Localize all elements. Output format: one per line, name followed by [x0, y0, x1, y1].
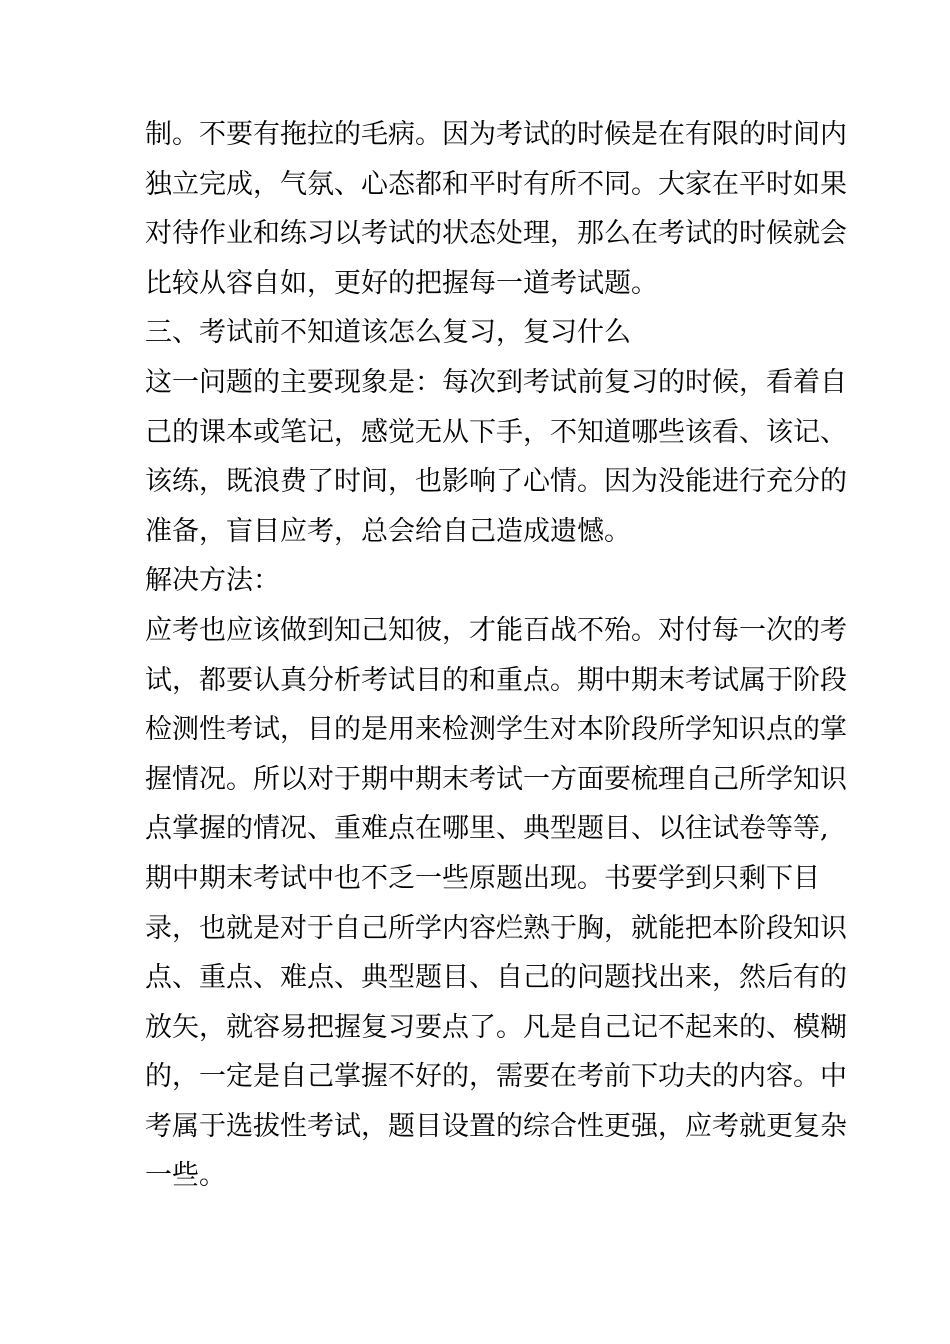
- text-line: 独立完成，气氛、心态都和平时有所不同。大家在平时如果: [145, 168, 847, 200]
- text-line: 的，一定是自己掌握不好的，需要在考前下功夫的内容。中: [145, 1061, 847, 1093]
- text-line: 己的课本或笔记，感觉无从下手，不知道哪些该看、该记、: [145, 416, 847, 448]
- text-line: 这一问题的主要现象是：每次到考试前复习的时候，看着自: [145, 366, 847, 398]
- text-line: 该练，既浪费了时间，也影响了心情。因为没能进行充分的: [145, 466, 847, 498]
- text-line: 检测性考试，目的是用来检测学生对本阶段所学知识点的掌: [145, 714, 847, 746]
- text-line: 应考也应该做到知己知彼，才能百战不殆。对付每一次的考: [145, 614, 847, 646]
- text-line: 比较从容自如，更好的把握每一道考试题。: [145, 267, 658, 299]
- text-line: 放矢，就容易把握复习要点了。凡是自己记不起来的、模糊: [145, 1011, 847, 1043]
- text-line: 一些。: [145, 1160, 226, 1192]
- text-line: 准备，盲目应考，总会给自己造成遗憾。: [145, 515, 631, 547]
- text-line: 握情况。所以对于期中期末考试一方面要梳理自己所学知识: [145, 763, 847, 795]
- body-text: [145, 110, 845, 1201]
- text-line: 对待作业和练习以考试的状态处理，那么在考试的时候就会: [145, 218, 847, 250]
- text-line: 录，也就是对于自己所学内容烂熟于胸，就能把本阶段知识: [145, 912, 847, 944]
- text-line: 期中期末考试中也不乏一些原题出现。书要学到只剩下目: [145, 862, 820, 894]
- text-line: 点掌握的情况、重难点在哪里、典型题目、以往试卷等等,: [145, 813, 829, 845]
- text-line: 点、重点、难点、典型题目、自己的问题找出来，然后有的: [145, 962, 847, 994]
- text-line: 制。不要有拖拉的毛病。因为考试的时候是在有限的时间内: [145, 119, 847, 150]
- text-line: 考属于选拔性考试，题目设置的综合性更强，应考就更复杂: [145, 1110, 847, 1142]
- section-heading: 三、考试前不知道该怎么复习，复习什么: [145, 317, 631, 349]
- text-line: 试，都要认真分析考试目的和重点。期中期末考试属于阶段: [145, 664, 847, 696]
- subheading-solution: 解决方法：: [145, 565, 280, 597]
